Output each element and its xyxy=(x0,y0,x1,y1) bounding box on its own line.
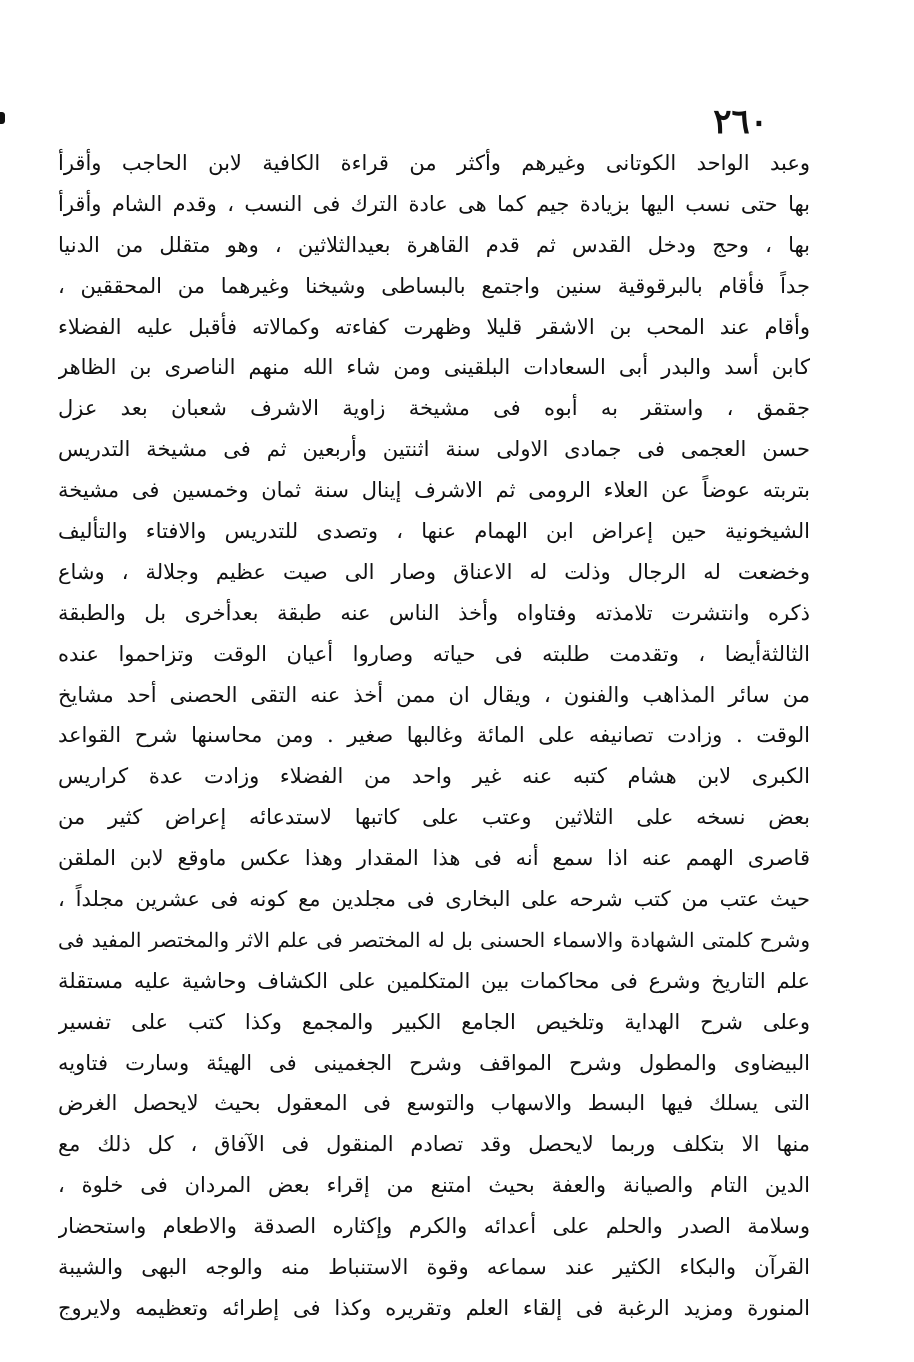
page-number: ٢٦٠ xyxy=(713,102,768,142)
text-line: بها حتى نسب اليها بزيادة جيم كما هى عادة الترك فى النسب ، وقدم الشام وأقرأ xyxy=(58,191,810,216)
text-line: بها ، وحج ودخل القدس ثم قدم القاهرة بعيدالثلاثين ، وهو متقلل من الدنيا xyxy=(58,232,810,257)
text-line: كابن أسد والبدر أبى السعادات البلقينى ومن شاء الله منهم الناصرى بن الظاهر xyxy=(58,355,810,380)
text-line: وعبد الواحد الكوتانى وغيرهم وأكثر من قراءة الكافية لابن الحاجب وأقرأ xyxy=(58,151,810,175)
text-line: وشرح كلمتى الشهادة والاسماء الحسنى بل له المختصر فى علم الاثر والمختصر المفيد فى xyxy=(58,927,810,952)
text-line: من سائر المذاهب والفنون ، ويقال ان ممن أخذ عنه التقى الحصنى أحد مشايخ xyxy=(58,682,810,707)
text-line: منها الا بتكلف وربما لايحصل وقد تصادم المنقول فى الآفاق ، كل ذلك مع xyxy=(58,1132,810,1157)
text-line: وعلى شرح الهداية وتلخيص الجامع الكبير والمجمع وكذا كتب على تفسير xyxy=(58,1009,810,1034)
text-line: جداً فأقام بالبرقوقية سنين واجتمع بالبساطى وشيخنا وغيرهما من المحققين ، xyxy=(58,273,810,298)
text-line: قاصرى الهمم عنه اذا سمع أنه فى هذا المقدار وهذا عكس ماوقع لابن الملقن xyxy=(58,846,810,871)
text-line: حسن العجمى فى جمادى الاولى سنة اثنتين وأربعين ثم فى مشيخة التدريس xyxy=(58,437,810,462)
text-line: وأقام عند المحب بن الاشقر قليلا وظهرت كفاءته وكمالاته فأقبل عليه الفضلاء xyxy=(58,314,810,339)
text-line: الكبرى لابن هشام كتبه عنه غير واحد من الفضلاء وزادت عدة كراريس xyxy=(58,764,810,789)
text-line: التى يسلك فيها البسط والاسهاب والتوسع فى المعقول بحيث لايحصل الغرض xyxy=(58,1091,810,1116)
text-line: وخضعت له الرجال وذلت له الاعناق وصار الى صيت عظيم وجلالة ، وشاع xyxy=(58,559,810,584)
text-line: الثالثةأيضا ، وتقدمت طلبته فى حياته وصاروا أعيان الوقت وتزاحموا عنده xyxy=(58,641,810,666)
text-line: الوقت . وزادت تصانيفه على المائة وغالبها صغير . ومن محاسنها شرح القواعد xyxy=(58,723,810,748)
text-line: بتربته عوضاً عن العلاء الرومى ثم الاشرف إينال سنة ثمان وخمسين فى مشيخة xyxy=(58,478,810,503)
text-line: حيث عتب من كتب شرحه على البخارى فى مجلدين مع كونه فى عشرين مجلداً ، xyxy=(58,887,810,912)
text-line: ذكره وانتشرت تلامذته وفتاواه وأخذ الناس عنه طبقة بعدأخرى بل والطبقة xyxy=(58,600,810,625)
text-line: علم التاريخ وشرع فى محاكمات بين المتكلمين على الكشاف وحاشية عليه مستقلة xyxy=(58,968,810,993)
body-text xyxy=(58,143,810,1329)
text-line: المنورة ومزيد الرغبة فى إلقاء العلم وتقريره وكذا فى إطرائه وتعظيمه ولايروج xyxy=(58,1295,810,1320)
text-line: الشيخونية حين إعراض ابن الهمام عنها ، وتصدى للتدريس والافتاء والتأليف xyxy=(58,519,810,544)
text-line: جقمق ، واستقر به أبوه فى مشيخة زاوية الاشرف شعبان بعد عزل xyxy=(58,396,810,421)
text-line: القرآن والبكاء الكثير عند سماعه وقوة الاستنباط منه والوجه البهى والشيبة xyxy=(58,1255,810,1280)
text-line: البيضاوى والمطول وشرح المواقف وشرح الجغمينى فى الهيئة وسارت فتاويه xyxy=(58,1050,810,1075)
text-line: بعض نسخه على الثلاثين وعتب على كاتبها لاستدعائه إعراض كثير من xyxy=(58,805,810,830)
text-line: وسلامة الصدر والحلم على أعدائه والكرم وإكثاره الصدقة والاطعام واستحضار xyxy=(58,1214,810,1239)
margin-mark xyxy=(0,112,5,124)
text-line: الدين التام والصيانة والعفة بحيث امتنع من إقراء بعض المردان فى خلوة ، xyxy=(58,1173,810,1198)
